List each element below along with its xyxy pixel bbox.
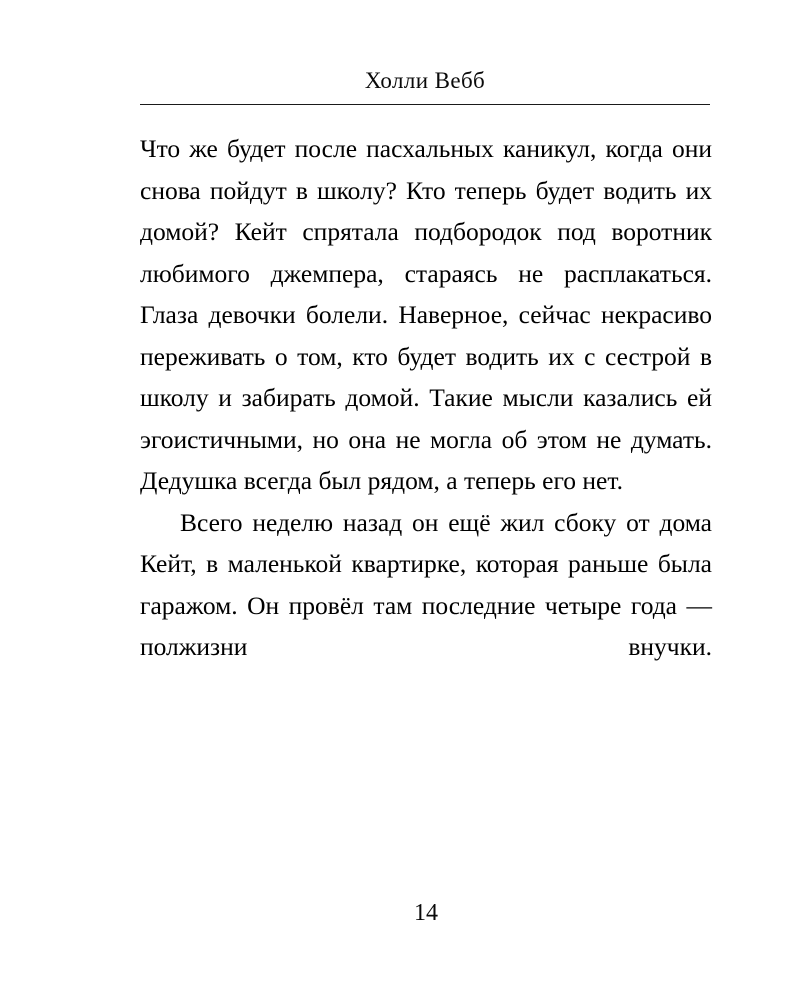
paragraph-2: Всего неделю назад он ещё жил сбоку от дома Кейт, в маленькой квартирке, которая раньше была гаражом. Он провёл там последние четыре года — полжизни внучки.: [140, 507, 712, 661]
paragraph-1: Что же будет после пасхальных каникул, когда они снова пойдут в школу? Кто теперь будет водить их домой? Кейт спрятала подбородок под воротник любимого джемпера, стараясь не расплакаться. Глаза девочки болели. Наверное, сейчас некрасиво переживать о том, кто будет водить их с сестрой в школу и забирать домой. Такие мысли казались ей эгоистичными, но она не могла об этом не думать. Дедушка всегда был рядом, а теперь его нет.: [140, 134, 712, 495]
page-body-text: [140, 128, 712, 668]
running-head-author: Холли Вебб: [364, 68, 486, 93]
header-divider-rule: [140, 104, 710, 105]
page-number: 14: [414, 900, 438, 926]
